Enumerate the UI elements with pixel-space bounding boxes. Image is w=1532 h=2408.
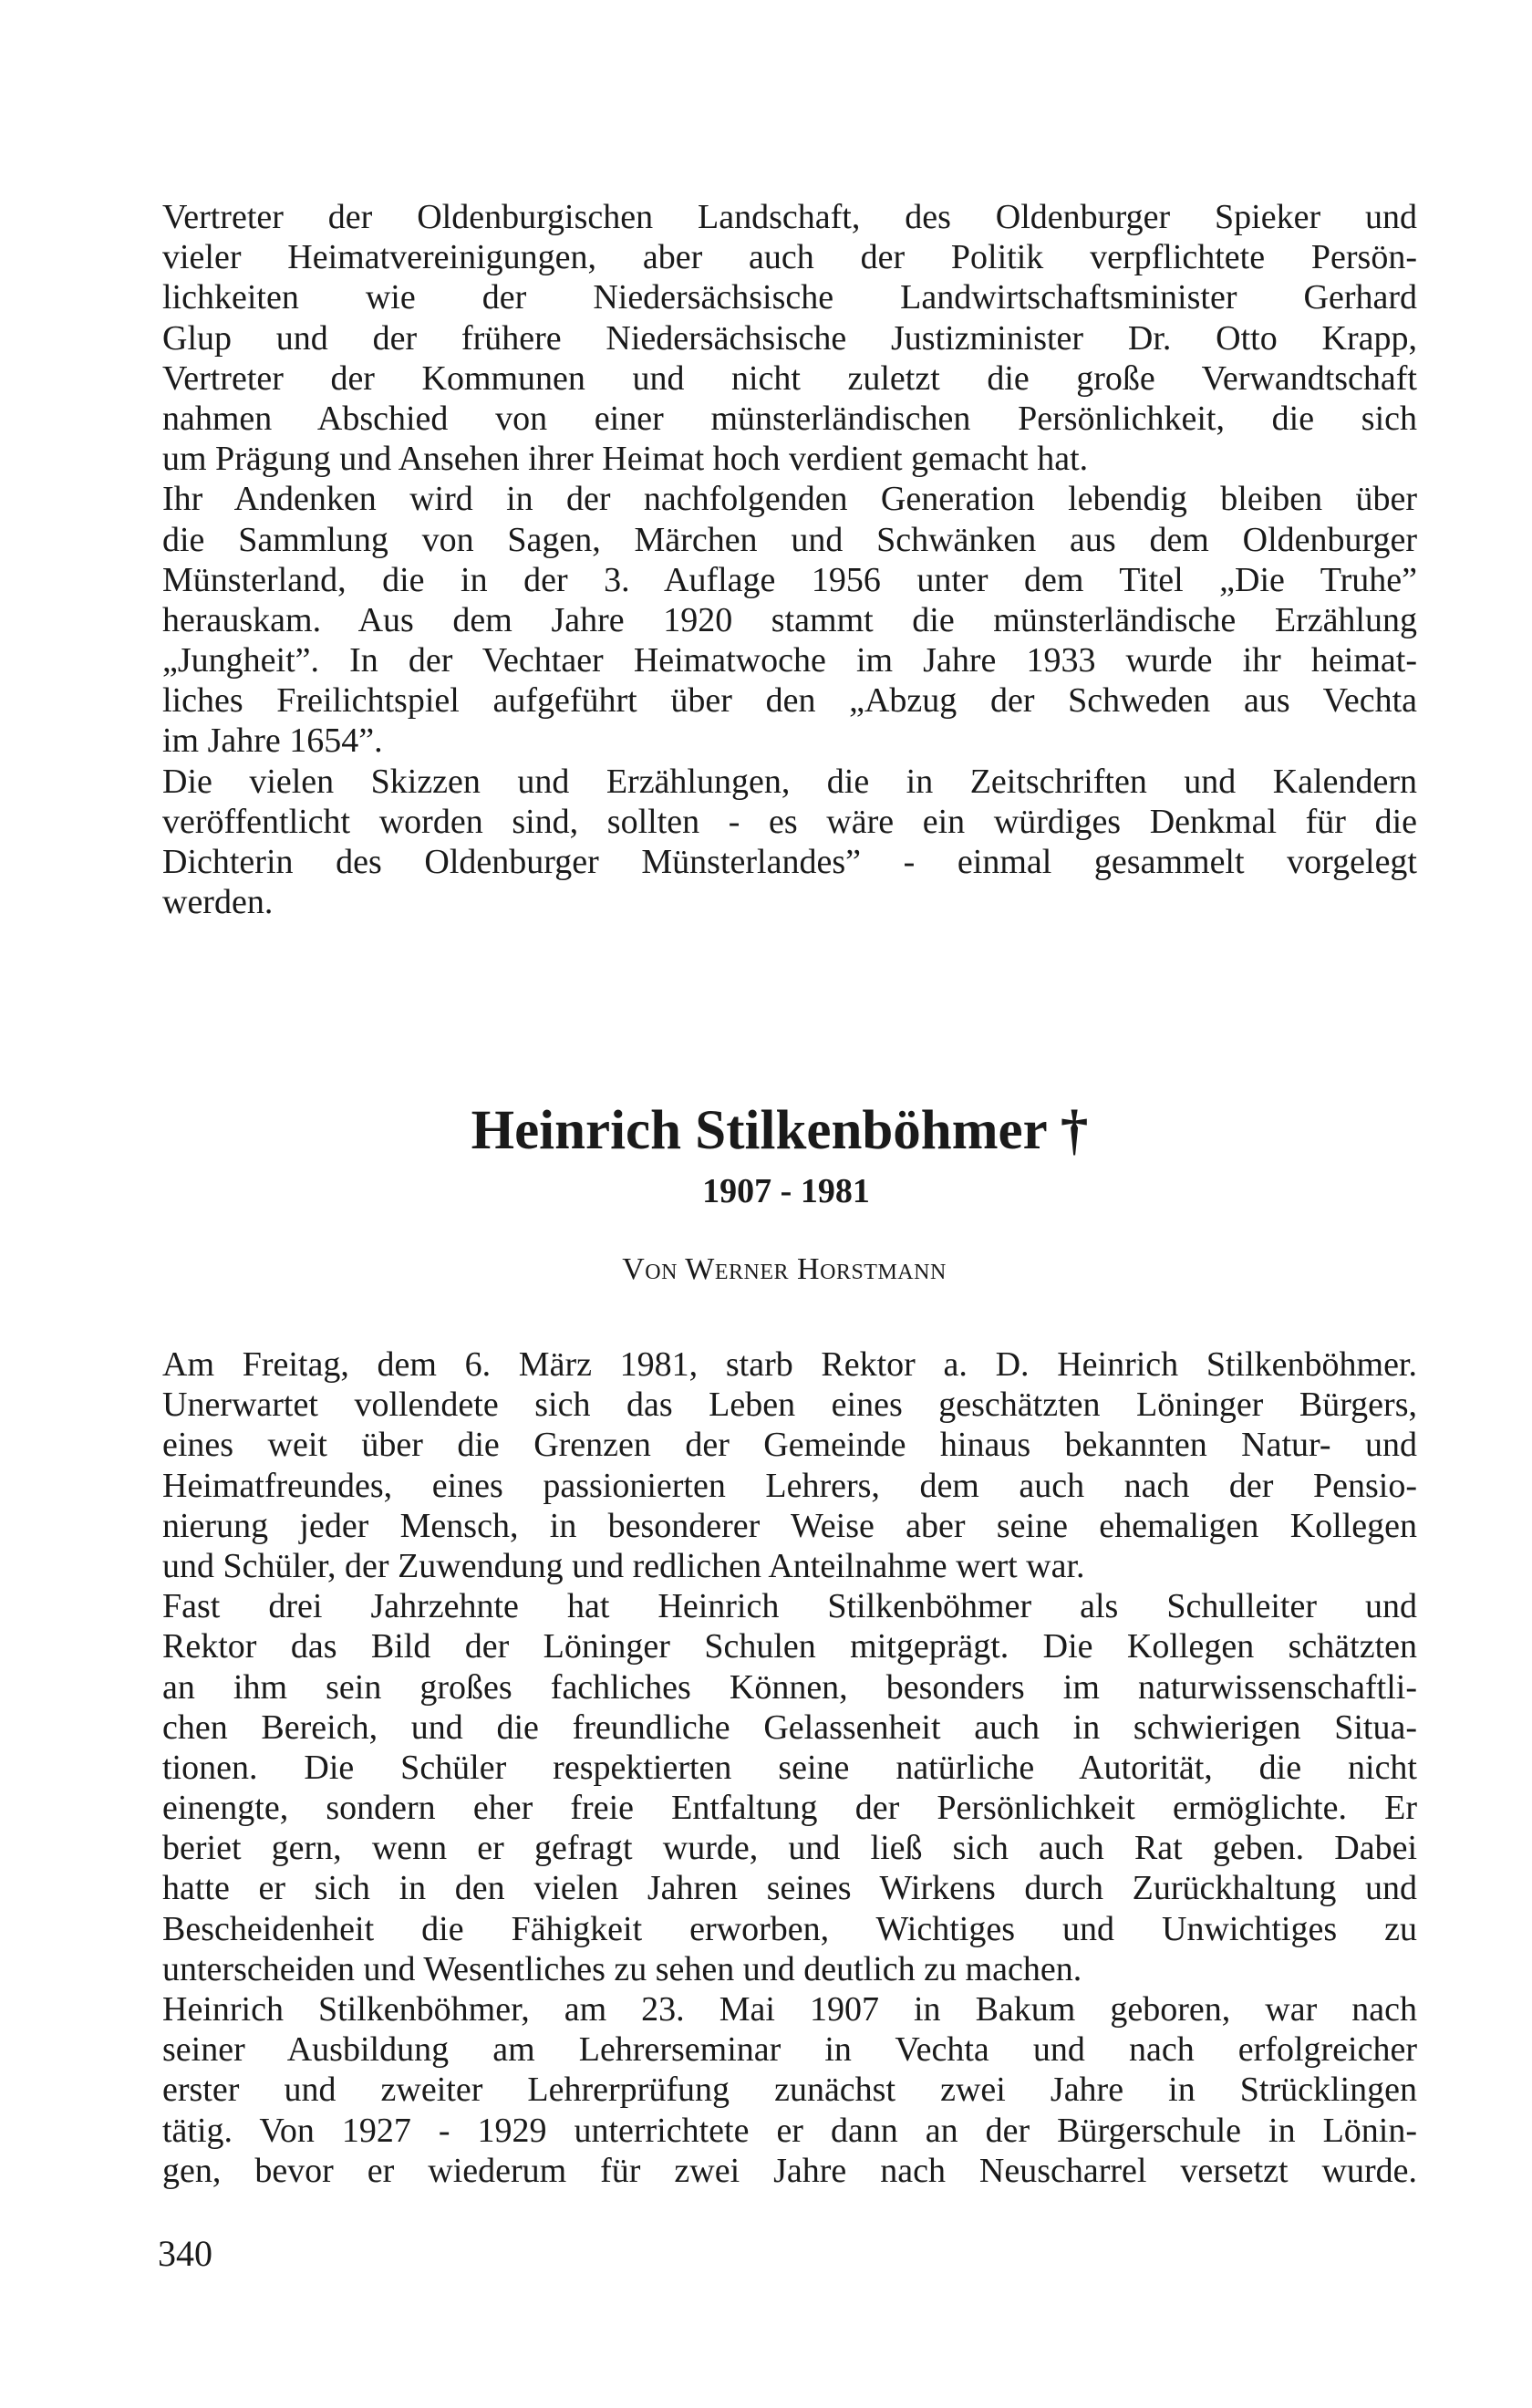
- text-line: Heimatfreundes, eines passionierten Lehrers, dem auch nach der Pensio-: [162, 1466, 1417, 1505]
- text-line: herauskam. Aus dem Jahre 1920 stammt die münsterländische Erzählung: [162, 600, 1417, 639]
- text-line: Heinrich Stilkenböhmer, am 23. Mai 1907 in Bakum geboren, war nach: [162, 1990, 1417, 2029]
- text-line: vieler Heimatvereinigungen, aber auch der Politik verpflichtete Persön-: [162, 238, 1417, 277]
- text-line: Am Freitag, dem 6. März 1981, starb Rektor a. D. Heinrich Stilkenböhmer.: [162, 1345, 1417, 1384]
- text-line: eines weit über die Grenzen der Gemeinde hinaus bekannten Natur- und: [162, 1426, 1417, 1465]
- text-line: einengte, sondern eher freie Entfaltung der Persönlichkeit ermöglichte. Er: [162, 1789, 1417, 1828]
- text-line: im Jahre 1654”.: [162, 721, 383, 761]
- text-line: um Prägung und Ansehen ihrer Heimat hoch verdient gemacht hat.: [162, 440, 1089, 479]
- text-line: lichkeiten wie der Niedersächsische Landwirtschaftsminister Gerhard: [162, 278, 1417, 317]
- text-line: Glup und der frühere Niedersächsische Justizminister Dr. Otto Krapp,: [162, 318, 1417, 358]
- text-line: unterscheiden und Wesentliches zu sehen und deutlich zu machen.: [162, 1949, 1082, 1988]
- text-line: an ihm sein großes fachliches Können, besonders im naturwissenschaftli-: [162, 1667, 1417, 1707]
- text-line: beriet gern, wenn er gefragt wurde, und ließ sich auch Rat geben. Dabei: [162, 1829, 1417, 1868]
- article-dates: 1907 - 1981: [702, 1172, 870, 1210]
- text-line: Ihr Andenken wird in der nachfolgenden Generation lebendig bleiben über: [162, 480, 1417, 519]
- text-line: die Sammlung von Sagen, Märchen und Schwänken aus dem Oldenburger: [162, 520, 1417, 559]
- text-line: nahmen Abschied von einer münsterländischen Persönlichkeit, die sich: [162, 399, 1417, 438]
- text-line: Vertreter der Oldenburgischen Landschaft, des Oldenburger Spieker und: [162, 198, 1417, 236]
- text-line: Unerwartet vollendete sich das Leben eines geschätzten Löninger Bürgers,: [162, 1386, 1417, 1425]
- text-line: Fast drei Jahrzehnte hat Heinrich Stilkenböhmer als Schulleiter und: [162, 1587, 1417, 1626]
- text-line: liches Freilichtspiel aufgeführt über den „Abzug der Schweden aus Vechta: [162, 681, 1417, 721]
- text-line: und Schüler, der Zuwendung und redlichen Anteilnahme wert war.: [162, 1546, 1085, 1585]
- text-block-article-body: [162, 1344, 1417, 2191]
- text-line: Bescheidenheit die Fähigkeit erworben, Wichtiges und Unwichtiges zu: [162, 1909, 1417, 1948]
- text-block-previous-article: [162, 197, 1417, 922]
- text-line: „Jungheit”. In der Vechtaer Heimatwoche im Jahre 1933 wurde ihr heimat-: [162, 641, 1417, 680]
- text-line: veröffentlicht worden sind, sollten - es wäre ein würdiges Denkmal für die: [162, 802, 1417, 841]
- article-title: Heinrich Stilkenböhmer †: [471, 1100, 1089, 1161]
- text-line: tätig. Von 1927 - 1929 unterrichtete er dann an der Bürgerschule in Lönin-: [162, 2111, 1417, 2150]
- text-line: Dichterin des Oldenburger Münsterlandes” - einmal gesammelt vorgelegt: [162, 843, 1417, 881]
- text-line: Münsterland, die in der 3. Auflage 1956 unter dem Titel „Die Truhe”: [162, 560, 1417, 599]
- page-number: 340: [158, 2233, 212, 2274]
- text-line: gen, bevor er wiederum für zwei Jahre nach Neuscharrel versetzt wurde.: [162, 2151, 1417, 2190]
- text-line: seiner Ausbildung am Lehrerseminar in Vechta und nach erfolgreicher: [162, 2030, 1417, 2070]
- text-line: tionen. Die Schüler respektierten seine natürliche Autorität, die nicht: [162, 1748, 1417, 1787]
- text-line: erster und zweiter Lehrerprüfung zunächst zwei Jahre in Strücklingen: [162, 2071, 1417, 2110]
- text-line: werden.: [162, 883, 274, 922]
- text-line: chen Bereich, und die freundliche Gelassenheit auch in schwierigen Situa-: [162, 1707, 1417, 1747]
- text-line: Vertreter der Kommunen und nicht zuletzt die große Verwandtschaft: [162, 358, 1417, 398]
- text-line: hatte er sich in den vielen Jahren seines Wirkens durch Zurückhaltung und: [162, 1869, 1417, 1908]
- text-line: nierung jeder Mensch, in besonderer Weise aber seine ehemaligen Kollegen: [162, 1506, 1417, 1545]
- text-line: Die vielen Skizzen und Erzählungen, die in Zeitschriften und Kalendern: [162, 762, 1417, 801]
- article-author: Von Werner Horstmann: [622, 1252, 947, 1286]
- text-line: Rektor das Bild der Löninger Schulen mitgeprägt. Die Kollegen schätzten: [162, 1627, 1417, 1666]
